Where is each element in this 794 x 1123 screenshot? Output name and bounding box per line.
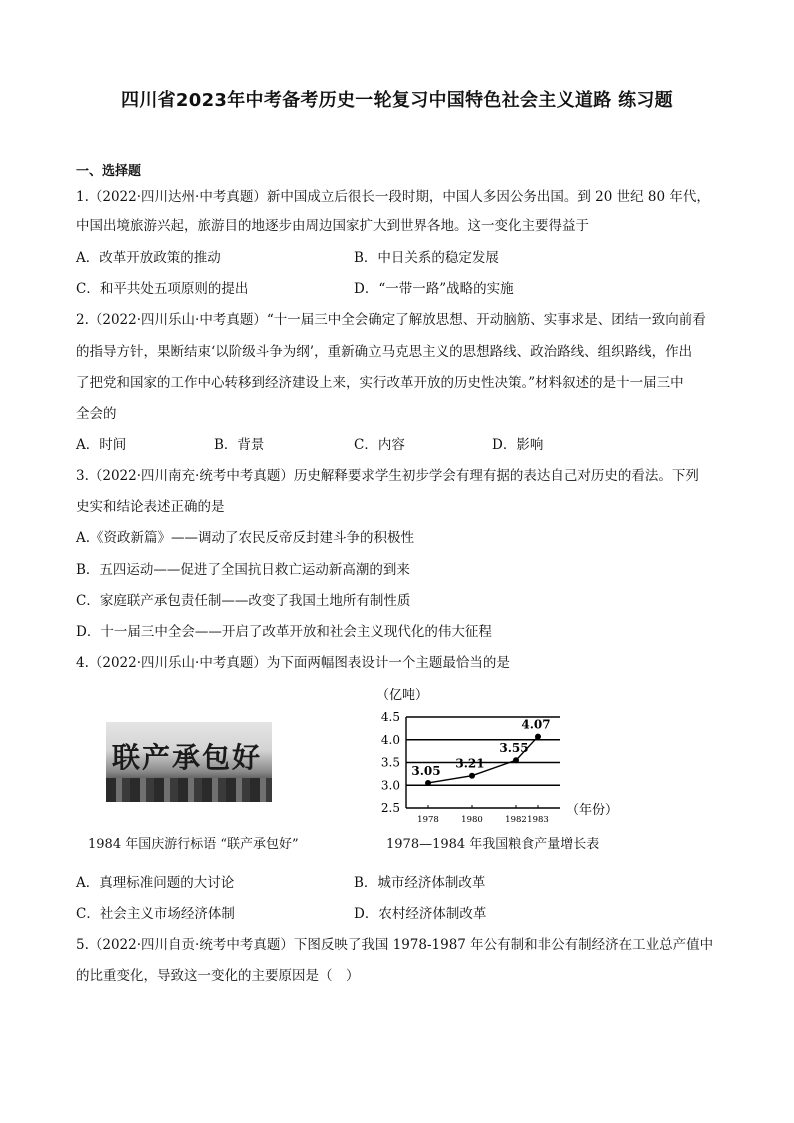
x-tick-label: 1978	[417, 815, 439, 825]
q5-line-2: 的比重变化，导致这一变化的主要原因是（ ）	[76, 968, 360, 984]
q4-option-b: B．城市经济体制改革	[354, 875, 486, 891]
photo-caption: 1984 年国庆游行标语 “联产承包好”	[88, 837, 299, 852]
parade-banner-text: 联产承包好	[112, 741, 263, 774]
q3-line-1: 3.（2022·四川南充·统考中考真题）历史解释要求学生初步学会有理有据的表达自己对历史的看法。下列	[76, 468, 699, 484]
q4-option-c: C．社会主义市场经济体制	[76, 906, 235, 922]
data-point	[469, 773, 475, 779]
q2-option-c: C．内容	[354, 437, 405, 453]
q3-option-a: A.《资政新篇》——调动了农民反帝反封建斗争的积极性	[76, 530, 415, 546]
x-tick-label: 1982	[505, 815, 527, 825]
x-axis-unit-label: （年份）	[566, 803, 619, 818]
q3-line-2: 史实和结论表述正确的是	[76, 499, 225, 515]
q4-option-a: A．真理标准问题的大讨论	[76, 875, 235, 891]
q3-option-c: C．家庭联产承包责任制——改变了我国土地所有制性质	[76, 593, 411, 609]
q3-option-b: B．五四运动——促进了全国抗日救亡运动新高潮的到来	[76, 562, 410, 578]
page-title: 四川省2023年中考备考历史一轮复习中国特色社会主义道路 练习题	[121, 90, 673, 111]
q2-option-d: D．影响	[492, 437, 544, 453]
data-label: 3.21	[455, 756, 485, 771]
data-label: 3.05	[411, 763, 441, 778]
section-heading: 一、选择题	[76, 164, 142, 179]
data-label: 4.07	[521, 717, 551, 732]
data-label: 3.55	[499, 741, 529, 756]
chart-caption: 1978—1984 年我国粮食产量增长表	[386, 837, 600, 852]
x-tick-label: 1983	[527, 815, 549, 825]
q4-line-1: 4.（2022·四川乐山·中考真题）为下面两幅图表设计一个主题最恰当的是	[76, 655, 510, 671]
q2-option-b: B．背景	[214, 437, 265, 453]
q1-option-b: B．中日关系的稳定发展	[354, 250, 499, 266]
q1-line-1: 1.（2022·四川达州·中考真题）新中国成立后很长一段时期，中国人多因公务出国。到 20 世纪 80 年代，	[76, 189, 710, 205]
q1-option-d: D．“一带一路”战略的实施	[354, 281, 514, 297]
data-point	[535, 734, 541, 740]
parade-photo	[106, 722, 272, 802]
q2-line-4: 全会的	[76, 406, 117, 422]
q2-line-3: 了把党和国家的工作中心转移到经济建设上来，实行改革开放的历史性决策。”材料叙述的是十一届三中	[76, 375, 684, 391]
y-tick-label: 4.5	[380, 710, 400, 724]
y-tick-label: 2.5	[380, 801, 400, 815]
y-tick-label: 4.0	[380, 732, 400, 747]
parade-crowd	[106, 778, 272, 802]
y-axis-unit-label: （亿吨）	[376, 688, 429, 703]
data-point	[513, 757, 519, 763]
q3-option-d: D．十一届三中全会——开启了改革开放和社会主义现代化的伟大征程	[76, 624, 492, 640]
q5-line-1: 5.（2022·四川自贡·统考中考真题）下图反映了我国 1978-1987 年公有制和非公有制经济在工业总产值中	[76, 937, 714, 953]
q4-option-d: D．农村经济体制改革	[354, 906, 487, 922]
q1-line-2: 中国出境旅游兴起，旅游目的地逐步由周边国家扩大到世界各地。这一变化主要得益于	[76, 218, 589, 234]
y-tick-label: 3.5	[380, 755, 400, 770]
grain-output-chart	[360, 683, 660, 833]
x-tick-label: 1980	[461, 815, 483, 825]
q1-option-c: C．和平共处五项原则的提出	[76, 281, 249, 297]
q2-line-1: 2.（2022·四川乐山·中考真题）“十一届三中全会确定了解放思想、开动脑筋、实事求是、团结一致向前看	[76, 312, 706, 328]
y-tick-label: 3.0	[380, 778, 400, 793]
q1-option-a: A．改革开放政策的推动	[76, 250, 221, 266]
q2-option-a: A．时间	[76, 437, 127, 453]
q2-line-2: 的指导方针，果断结束‘以阶级斗争为纲’，重新确立马克思主义的思想路线、政治路线、组织路线，作出	[76, 344, 693, 360]
data-point	[425, 780, 431, 786]
